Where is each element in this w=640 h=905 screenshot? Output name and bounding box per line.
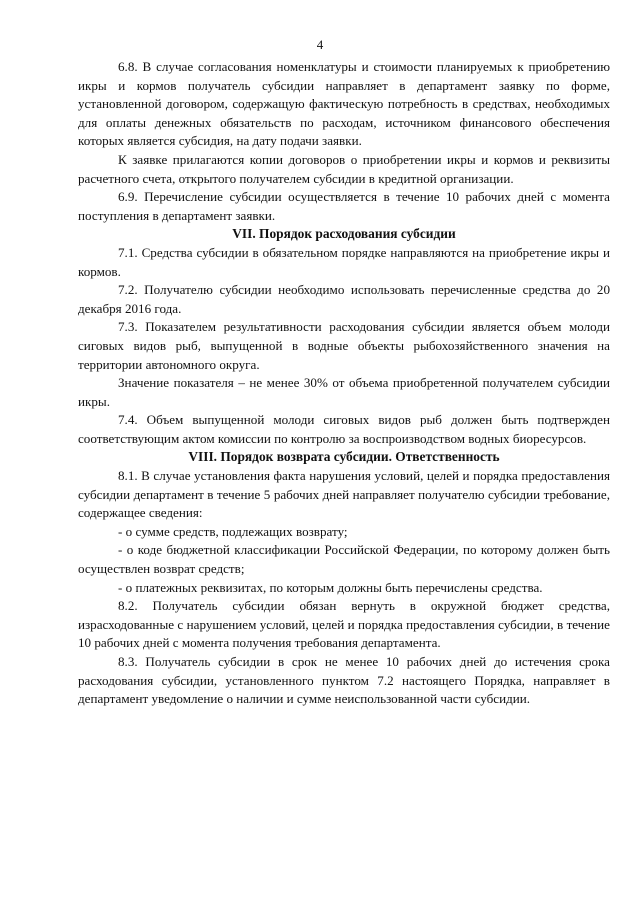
paragraph-8-2: 8.2. Получатель субсидии обязан вернуть в окружной бюджет средства, израсходованные с нарушением условий, целей и порядка предоставления субсидии, в течение 10 рабочих дней с момента получения требования департамента. (78, 598, 610, 651)
page-number: 4 (316, 37, 324, 52)
paragraph-8-3: 8.3. Получатель субсидии в срок не менее 10 рабочих дней до истечения срока расходования субсидии, установленного пунктом 7.2 настоящего Порядка, направляет в департамент уведомление о наличии и сумме неиспользованной части субсидии. (78, 654, 610, 707)
list-item-payment-details: - о платежных реквизитах, по которым должны быть перечислены средства. (118, 579, 543, 595)
paragraph-7-2: 7.2. Получателю субсидии необходимо использовать перечисленные средства до 20 декабря 2016 года. (78, 282, 610, 316)
paragraph-6-9: 6.9. Перечисление субсидии осуществляется в течение 10 рабочих дней с момента поступления в департамент заявки. (78, 189, 610, 223)
section-7-heading: VII. Порядок расходования субсидии (232, 226, 456, 242)
paragraph-6-8: 6.8. В случае согласования номенклатуры и стоимости планируемых к приобретению икры и кормов получатель субсидии направляет в департамент заявку по форме, установленной договором, содержащую фактическую потребность в средствах, необходимых для оплаты денежных обязательств по расходам, источником финансового обеспечения которых является субсидия, на дату подачи заявки. (78, 59, 610, 149)
section-8-heading: VIII. Порядок возврата субсидии. Ответственность (188, 449, 500, 465)
paragraph-indicator-value: Значение показателя – не менее 30% от объема приобретенной получателем субсидии икры. (78, 375, 610, 409)
list-item-budget-code: - о коде бюджетной классификации Российской Федерации, по которому должен быть осуществлен возврат средств; (78, 542, 610, 577)
paragraph-7-3: 7.3. Показателем результативности расходования субсидии является объем молоди сиговых видов рыб, выпущенной в водные объекты рыбохозяйственного значения на территории автономного округа. (78, 319, 610, 372)
paragraph-7-1: 7.1. Средства субсидии в обязательном порядке направляются на приобретение икры и кормов. (78, 244, 610, 279)
paragraph-8-1: 8.1. В случае установления факта нарушения условий, целей и порядка предоставления субсидии департамент в течение 5 рабочих дней направляет получателю субсидии требование, содержащее сведения: (78, 468, 610, 521)
paragraph-7-4: 7.4. Объем выпущенной молоди сиговых видов рыб должен быть подтвержден соответствующим актом комиссии по контролю за воспроизводством водных биоресурсов. (78, 412, 610, 446)
list-item-refund-amount: - о сумме средств, подлежащих возврату; (118, 523, 348, 539)
document-body (78, 58, 610, 709)
paragraph-application-attachments: К заявке прилагаются копии договоров о приобретении икры и кормов и реквизиты расчетного счета, открытого получателем субсидии в кредитной организации. (78, 151, 610, 186)
